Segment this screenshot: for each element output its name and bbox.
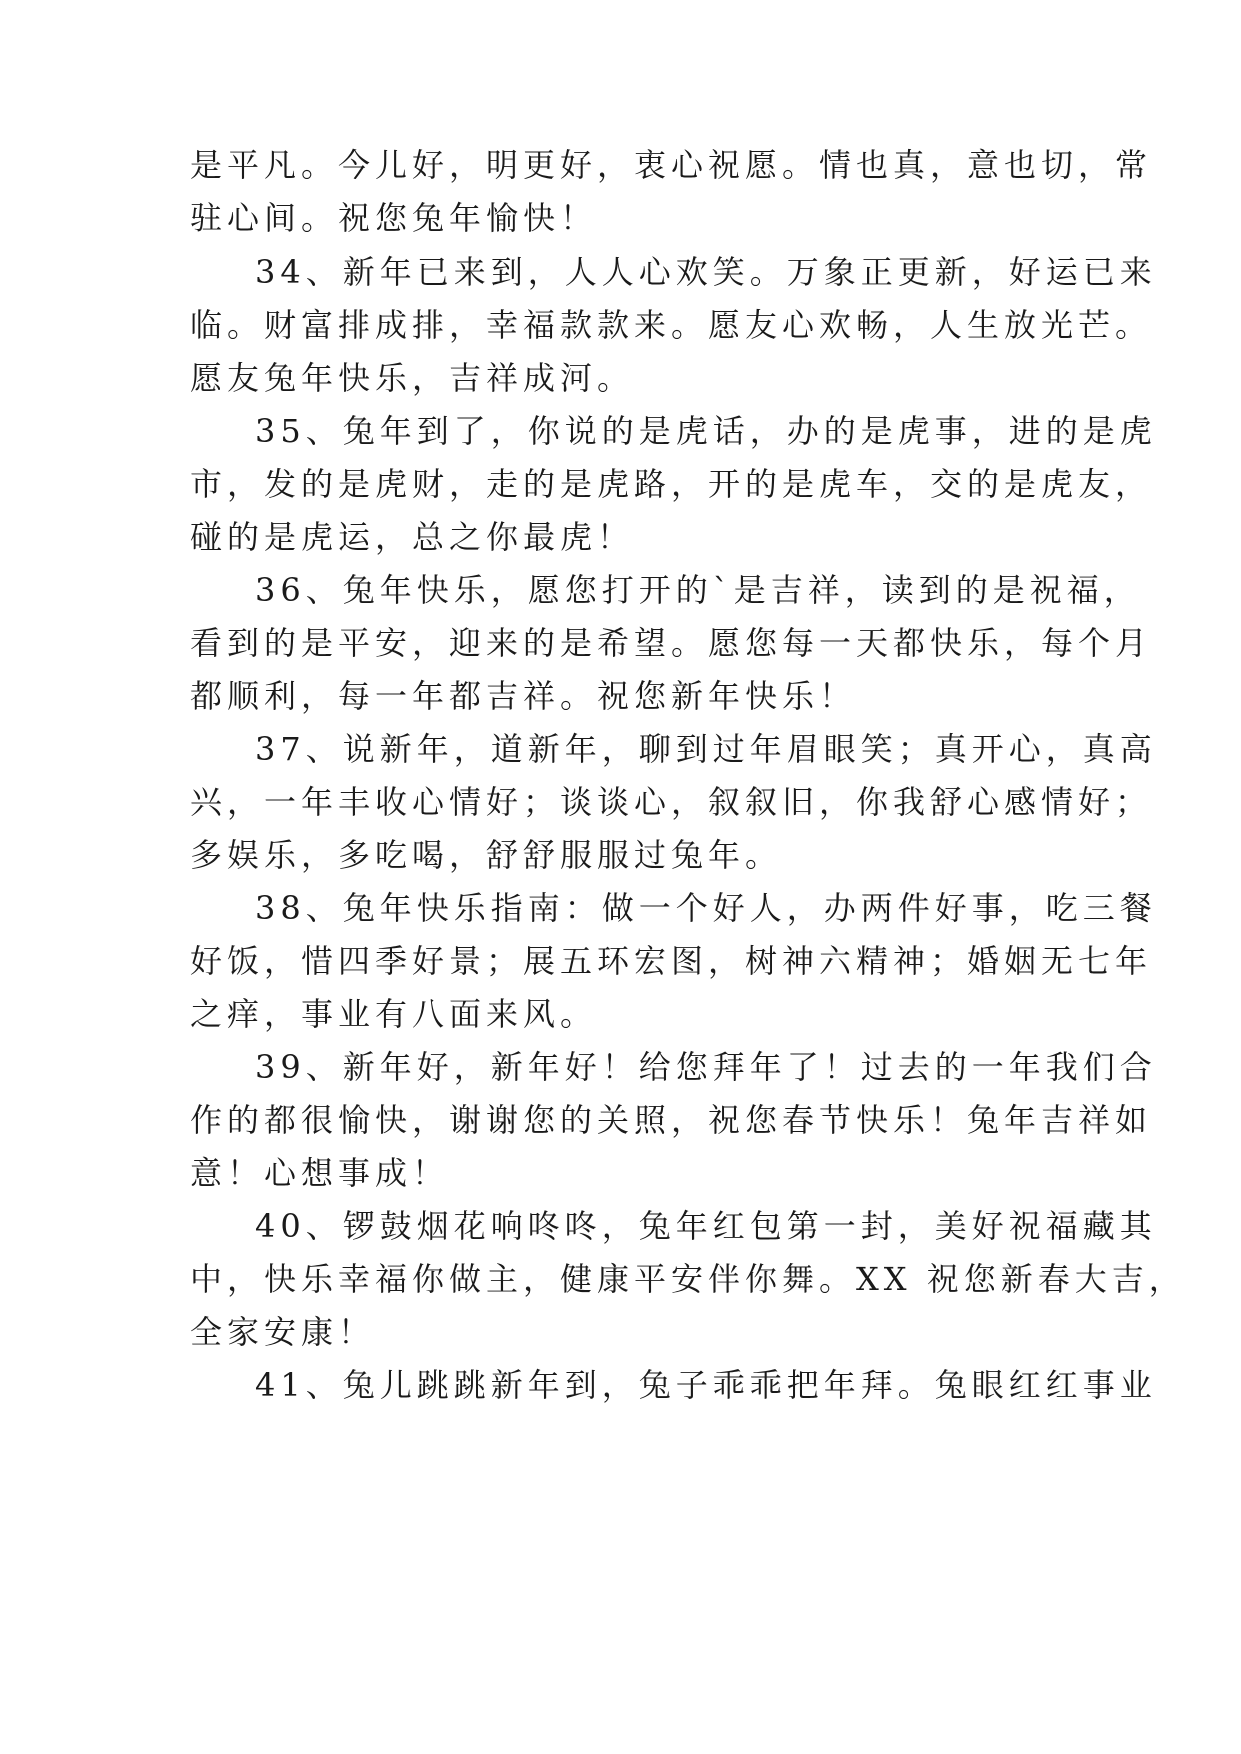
paragraph-39-line: 39、新年好，新年好！给您拜年了！过去的一年我们合 [255,1048,1157,1086]
text-line: 兴，一年丰收心情好；谈谈心，叙叙旧，你我舒心感情好； [190,783,1153,821]
paragraph-41-line: 41、兔儿跳跳新年到，兔子乖乖把年拜。兔眼红红事业 [255,1366,1157,1404]
text-line: 之痒，事业有八面来风。 [190,995,598,1033]
text-line: 全家安康！ [190,1313,376,1351]
text-line: 看到的是平安，迎来的是希望。愿您每一天都快乐，每个月 [190,624,1153,662]
text-line: 都顺利，每一年都吉祥。祝您新年快乐！ [190,677,857,715]
text-line: 多娱乐，多吃喝，舒舒服服过兔年。 [190,836,783,874]
paragraph-35-line: 35、兔年到了，你说的是虎话，办的是虎事，进的是虎 [255,412,1157,450]
text-line: 作的都很愉快，谢谢您的关照，祝您春节快乐！兔年吉祥如 [190,1101,1153,1139]
text-line: 驻心间。祝您兔年愉快！ [190,199,598,237]
text-line: 临。财富排成排，幸福款款来。愿友心欢畅，人生放光芒。 [190,306,1153,344]
text-line: 好饭，惜四季好景；展五环宏图，树神六精神；婚姻无七年 [190,942,1153,980]
paragraph-40-line: 40、锣鼓烟花响咚咚，兔年红包第一封，美好祝福藏其 [255,1207,1157,1245]
paragraph-36-line: 36、兔年快乐，愿您打开的`是吉祥，读到的是祝福， [255,571,1141,609]
text-line: 碰的是虎运，总之你最虎！ [190,518,635,556]
paragraph-38-line: 38、兔年快乐指南：做一个好人，办两件好事，吃三餐 [255,889,1157,927]
text-line: 愿友兔年快乐，吉祥成河。 [190,359,635,397]
paragraph-34-line: 34、新年已来到，人人心欢笑。万象正更新，好运已来 [255,253,1157,291]
paragraph-37-line: 37、说新年，道新年，聊到过年眉眼笑；真开心，真高 [255,730,1157,768]
text-line: 意！心想事成！ [190,1154,450,1192]
text-line: 市，发的是虎财，走的是虎路，开的是虎车，交的是虎友， [190,465,1153,503]
text-line: 中，快乐幸福你做主，健康平安伴你舞。XX 祝您新春大吉， [190,1260,1186,1298]
text-line: 是平凡。今儿好，明更好，衷心祝愿。情也真，意也切，常 [190,146,1153,184]
